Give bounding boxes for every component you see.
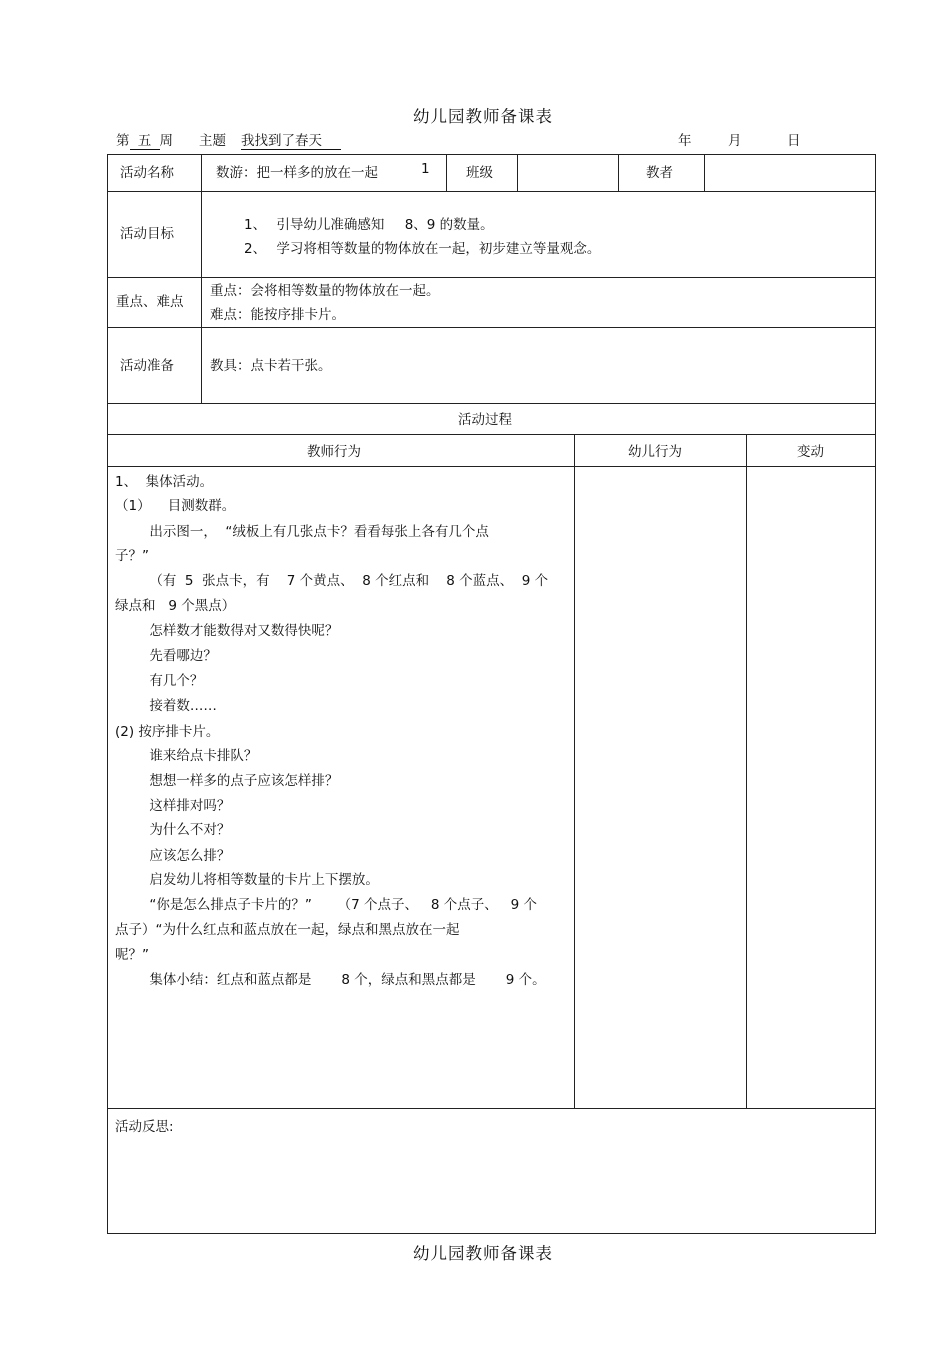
preparation-value: 教具：点卡若干张。 <box>210 358 332 374</box>
change-header: 变动 <box>797 444 824 460</box>
process-line: 为什么不对？ <box>115 822 231 838</box>
activity-name-value: 数游：把一样多的放在一起 <box>216 165 378 181</box>
col-divider <box>618 154 619 191</box>
teacher-label: 教者 <box>646 165 673 181</box>
col-divider <box>704 154 705 191</box>
goal-2-text: 学习将相等数量的物体放在一起，初步建立等量观念。 <box>276 241 601 257</box>
row-divider <box>107 191 876 192</box>
class-label: 班级 <box>466 165 493 181</box>
goal-1 <box>244 213 494 233</box>
process-line: 想想一样多的点子应该怎样排？ <box>115 773 339 789</box>
process-line: 出示图一， “绒板上有几张点卡？看看每张上各有几个点 <box>115 524 489 540</box>
row-divider <box>107 434 876 435</box>
goals-label: 活动目标 <box>120 226 174 242</box>
goal-1-number: 1、 <box>244 217 267 233</box>
week-field <box>116 129 173 150</box>
row-divider <box>107 277 876 278</box>
goal-1-text-a: 引导幼儿准确感知 <box>276 217 385 233</box>
page-title: 幼儿园教师备课表 <box>413 107 553 126</box>
process-line: 启发幼儿将相等数量的卡片上下摆放。 <box>115 872 379 888</box>
goal-2 <box>244 237 600 257</box>
year-label: 年 <box>678 133 692 149</box>
process-line: 有几个？ <box>115 673 204 689</box>
process-line: 集体小结：红点和蓝点都是 8 个，绿点和黑点都是 9 个。 <box>115 972 546 988</box>
week-suffix: 周 <box>159 133 173 149</box>
col-divider <box>746 434 747 1108</box>
row-divider <box>107 1108 876 1109</box>
process-line: 怎样数才能数得对又数得快呢？ <box>115 623 339 639</box>
process-line: 1、 集体活动。 <box>115 474 214 490</box>
week-value: 五 <box>130 129 160 150</box>
theme-value <box>241 129 341 150</box>
row-divider <box>107 466 876 467</box>
process-line: 子？” <box>115 548 149 564</box>
difficulty-text: 难点：能按序排卡片。 <box>210 307 345 323</box>
process-line: 先看哪边？ <box>115 648 217 664</box>
goal-2-number: 2、 <box>244 241 267 257</box>
col-divider <box>574 434 575 1108</box>
child-behavior-header: 幼儿行为 <box>628 444 682 460</box>
goal-1-text-b: 8、9 的数量。 <box>404 217 494 233</box>
process-line: 谁来给点卡排队？ <box>115 748 258 764</box>
row-divider <box>107 403 876 404</box>
process-line: “你是怎么排点子卡片的？” （7 个点子、 8 个点子、 9 个 <box>115 897 537 913</box>
activity-name-label: 活动名称 <box>120 165 174 181</box>
footer-title: 幼儿园教师备课表 <box>413 1244 553 1263</box>
col-divider <box>446 154 447 191</box>
theme-label: 主题 <box>199 133 226 149</box>
day-label: 日 <box>787 133 801 149</box>
activity-number: 1 <box>421 161 430 177</box>
process-line: 呢？” <box>115 947 149 963</box>
process-line: 应该怎么排？ <box>115 848 231 864</box>
week-prefix: 第 <box>116 133 130 149</box>
process-line: (2) 按序排卡片。 <box>115 724 220 740</box>
month-label: 月 <box>728 133 742 149</box>
process-line: 点子）“为什么红点和蓝点放在一起，绿点和黑点放在一起 <box>115 922 460 938</box>
process-line: （有 5 张点卡，有 7 个黄点、 8 个红点和 8 个蓝点、 9 个 <box>115 573 549 589</box>
process-title: 活动过程 <box>458 412 512 428</box>
key-points-label: 重点、难点 <box>116 294 184 310</box>
key-point-text: 重点：会将相等数量的物体放在一起。 <box>210 283 440 299</box>
process-line: 绿点和 9 个黑点） <box>115 598 236 614</box>
process-line: 接着数…… <box>115 698 217 714</box>
teacher-behavior-header: 教师行为 <box>307 444 361 460</box>
process-line: （1） 目测数群。 <box>115 498 236 514</box>
process-line: 这样排对吗？ <box>115 798 231 814</box>
theme-value-text: 我找到了春天 <box>241 129 341 150</box>
row-divider <box>107 327 876 328</box>
col-divider <box>201 154 202 403</box>
preparation-label: 活动准备 <box>120 358 174 374</box>
reflection-label: 活动反思: <box>115 1119 174 1135</box>
col-divider <box>517 154 518 191</box>
